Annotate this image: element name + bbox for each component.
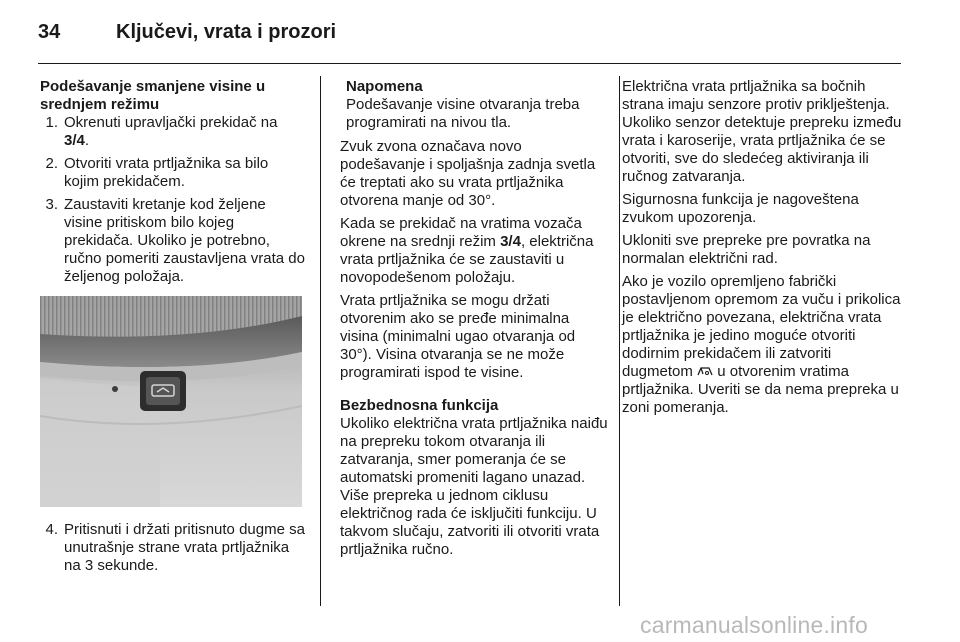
list-number: 1. — [45, 114, 58, 131]
column-1 — [40, 78, 306, 580]
paragraph: Električna vrata prtljažnika sa bočnih strana imaju senzore protiv priklještenja. Ukoliko senzor detektuje prepreku između vrata i karoserije, vrata prtljažnika će se otvoriti, sve do sledećeg aktiviranja ili ručnog zatvaranja. — [622, 78, 902, 185]
paragraph-text: , električna vrata prtljažnika će se zaustaviti u novopodešenom položaju. — [340, 233, 594, 286]
paragraph: Sigurnosna funkcija je nagoveštena zvukom upozorenja. — [622, 191, 859, 226]
list-number: 3. — [45, 196, 58, 213]
list-text: Pritisnuti i držati pritisnuto dugme sa unutrašnje strane vrata prtljažnika na 3 sekunde. — [64, 521, 305, 574]
column-2 — [340, 78, 608, 564]
page-number: 34 — [38, 21, 61, 43]
section-heading-safety: Bezbednosna funkcija — [340, 397, 499, 414]
note-box — [340, 78, 608, 132]
page-header — [0, 0, 960, 64]
list-text: Zaustaviti kretanje kod željene visine pritiskom bilo kojeg prekidača. Ukoliko je potrebno, ručno pomeriti zaustavljena vrata do željenog položaja. — [64, 196, 305, 285]
step-text: Okrenuti upravljački prekidač na — [64, 114, 278, 131]
page-title: Ključevi, vrata i prozori — [116, 21, 337, 43]
paragraph — [622, 273, 904, 417]
mode-label: 3/4 — [500, 233, 521, 250]
column-divider-1 — [320, 76, 321, 606]
list-number: 2. — [45, 155, 58, 172]
list-text — [64, 114, 306, 150]
paragraph — [340, 215, 608, 287]
list-item — [40, 521, 306, 575]
list-item — [40, 155, 306, 191]
spacer — [340, 387, 608, 397]
mode-label: 3/4 — [64, 132, 85, 149]
paragraph: Ukoliko električna vrata prtljažnika naiđu na prepreku tokom otvaranja ili zatvaranja, smer pomeranja će se automatski promeniti lagano unazad. Više prepreka u jednom ciklusu električnog rada će isključiti funkciju. U takvom slučaju, zatvoriti ili otvoriti vrata prtljažnika ručno. — [340, 415, 608, 558]
paragraph: Vrata prtljažnika se mogu držati otvorenim ako se pređe minimalna visina (minimalni ugao otvaranja od 30°). Visina otvaranja se ne može programirati ispod te visine. — [340, 292, 576, 381]
note-text: Podešavanje visine otvaranja treba programirati na nivou tla. — [346, 96, 580, 131]
list-number: 4. — [45, 521, 58, 538]
tailgate-button-photo — [40, 296, 302, 507]
step-punct: . — [84, 132, 90, 149]
list-item — [40, 114, 306, 150]
watermark: carmanualsonline.info — [640, 612, 868, 638]
header-rule — [38, 63, 901, 64]
paragraph-text: Kada se prekidač na vratima vozača okrene na srednji režim — [340, 215, 582, 250]
paragraph: Zvuk zvona označava novo podešavanje i spoljašnja zadnja svetla će treptati ako su vrata prtljažnika otvorena manje od 30°. — [340, 138, 596, 209]
paragraph: Ukloniti sve prepreke pre povratka na normalan električni rad. — [622, 232, 871, 267]
list-item — [40, 196, 306, 286]
paragraph-text: Ako je vozilo opremljeno fabrički postavljenom opremom za vuču i prikolica je električno povezana, električna vrata prtljažnika je jedino moguće otvoriti dodirnim prekidačem ili zatvoriti dugmetom — [622, 273, 901, 380]
tailgate-close-icon — [697, 365, 713, 377]
column-divider-2 — [619, 76, 620, 606]
paragraph-text: u otvorenim vratima prtljažnika. Uveriti se da nema prepreka u zoni pomeranja. — [622, 363, 899, 416]
section-heading-reduced-height: Podešavanje smanjene visine u srednjem režimu — [40, 78, 266, 113]
column-3 — [622, 78, 904, 422]
note-title: Napomena — [346, 78, 423, 95]
list-text: Otvoriti vrata prtljažnika sa bilo kojim prekidačem. — [64, 155, 269, 190]
